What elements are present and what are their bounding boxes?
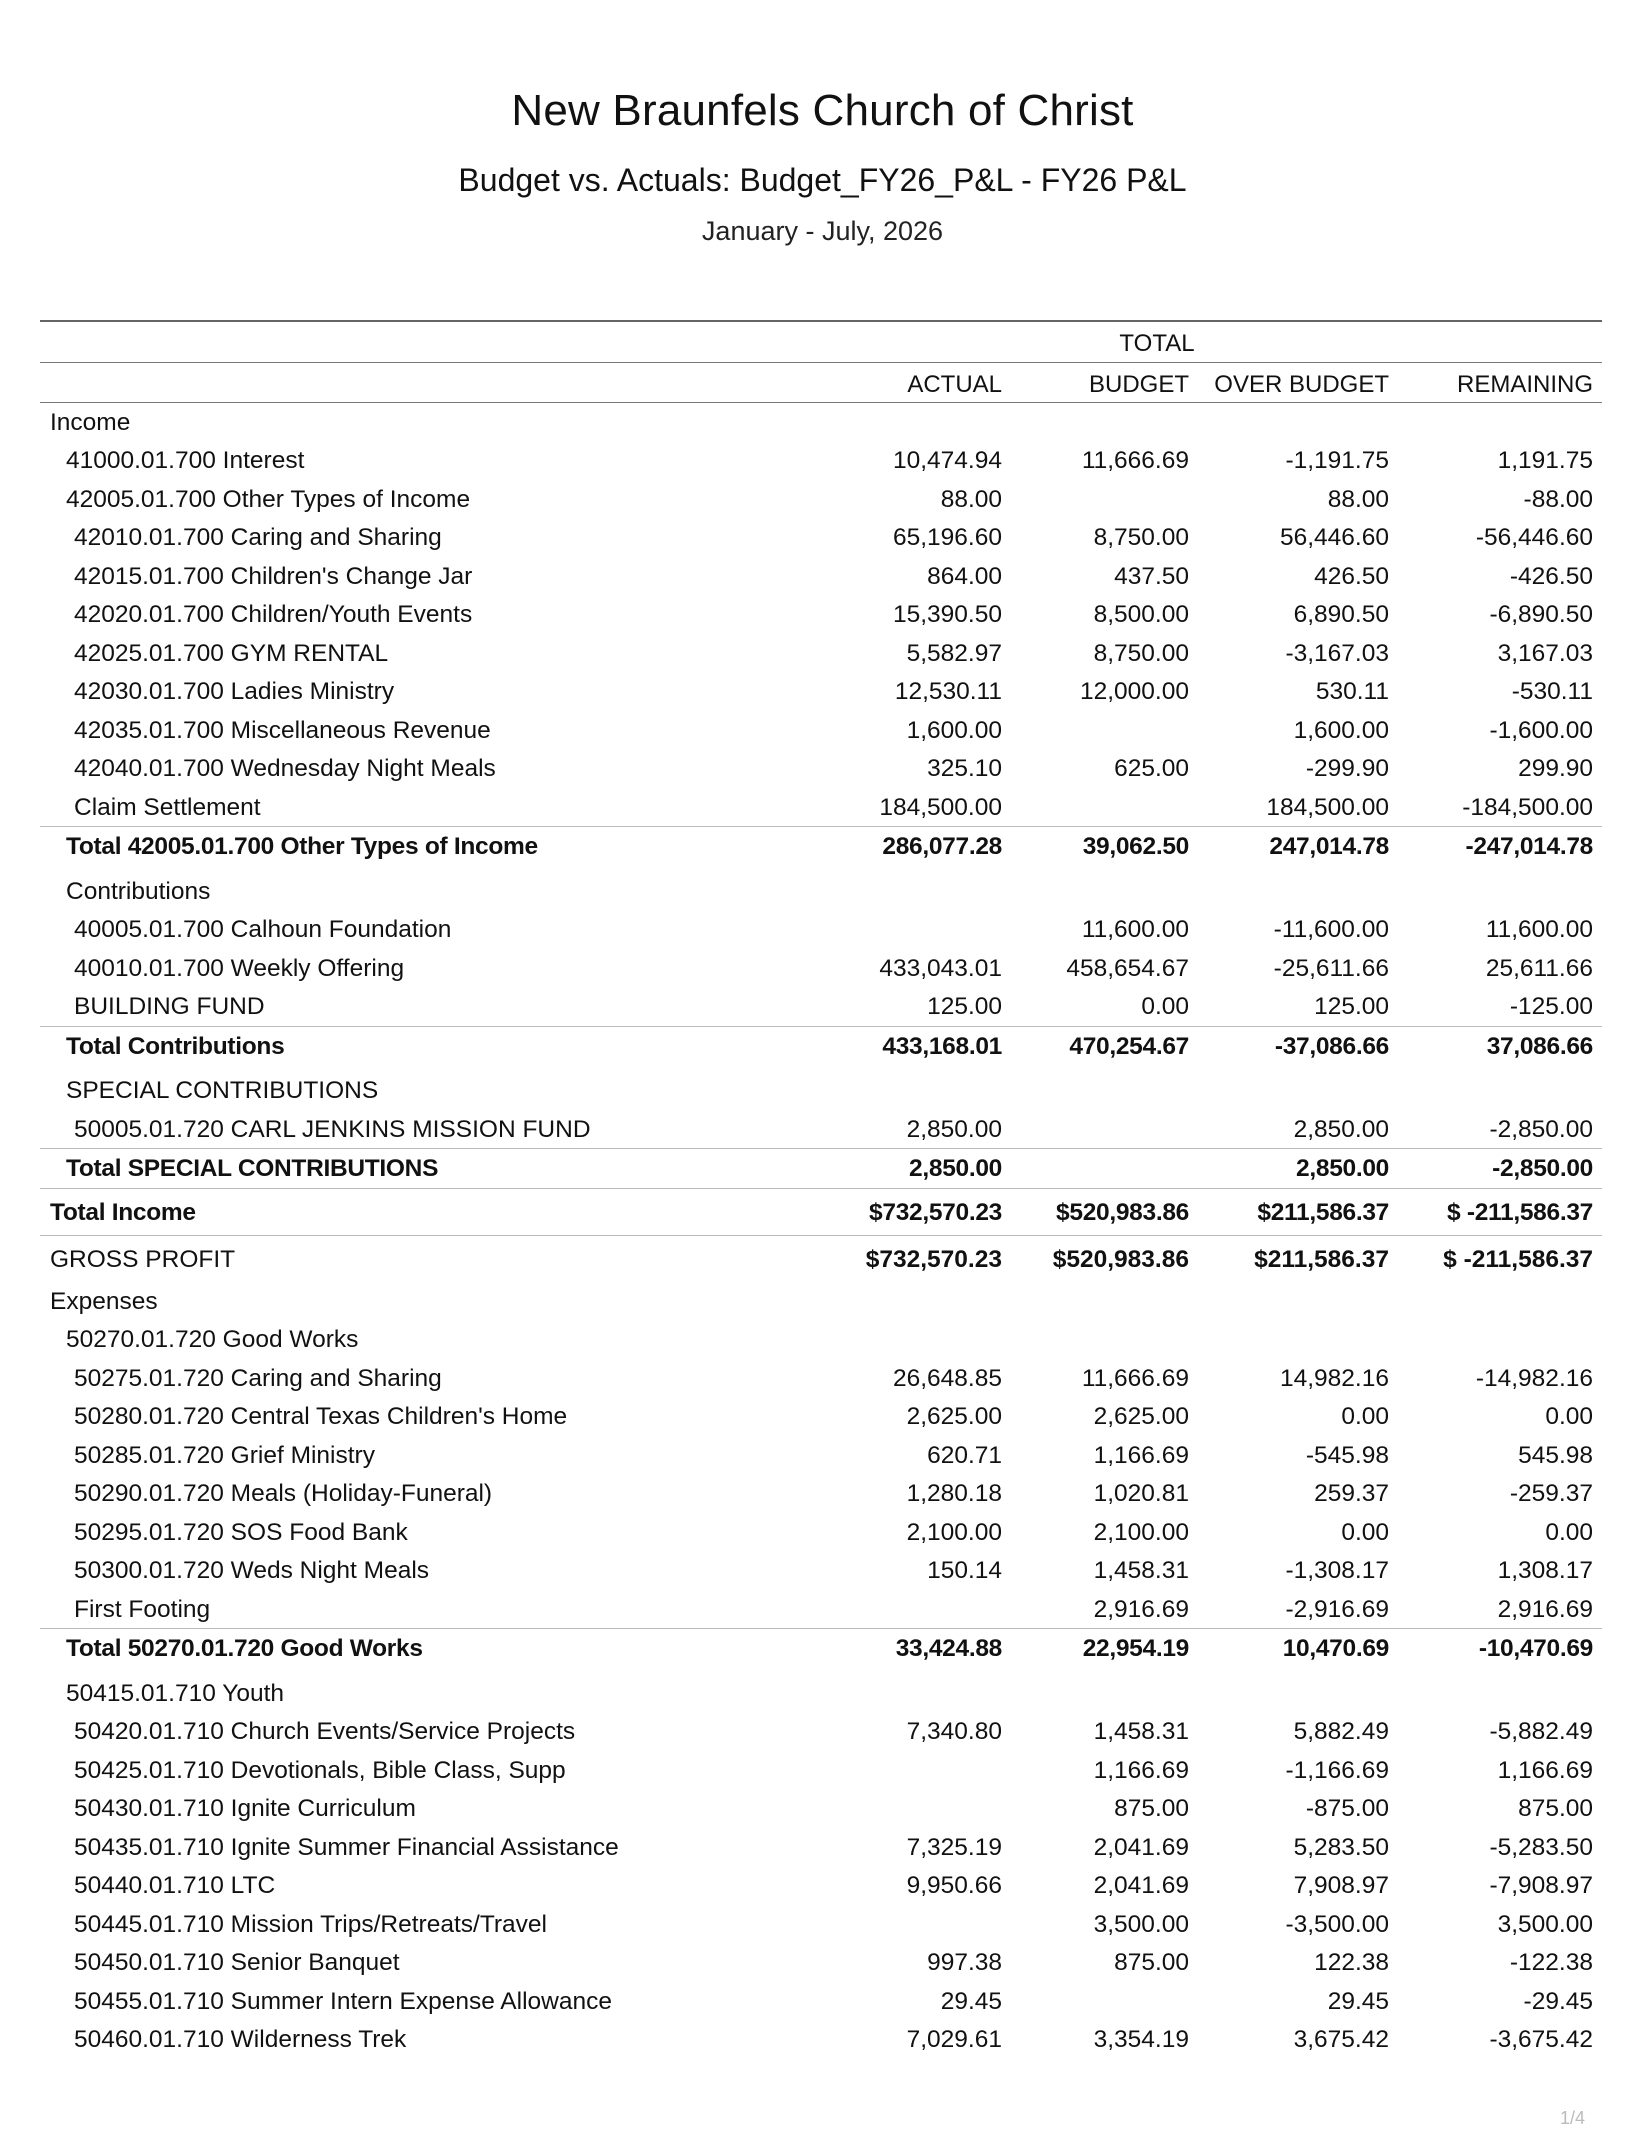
budget-cell: 3,354.19	[1093, 2026, 1189, 2053]
account-label: Claim Settlement	[74, 793, 261, 821]
remaining-cell: -88.00	[1523, 485, 1593, 513]
account-label: BUILDING FUND	[74, 993, 265, 1020]
total-row	[40, 826, 1602, 866]
remaining-cell: 0.00	[1545, 1518, 1593, 1546]
table-row	[40, 1789, 1602, 1828]
over-budget-cell: -1,166.69	[1285, 1756, 1389, 1784]
account-label: 42035.01.700 Miscellaneous Revenue	[74, 716, 491, 744]
account-label: First Footing	[74, 1595, 211, 1623]
account-label: GROSS PROFIT	[50, 1245, 236, 1273]
over-budget-cell: 2,850.00	[1293, 1115, 1389, 1143]
over-budget-cell: 5,882.49	[1293, 1718, 1389, 1745]
account-label: 50420.01.710 Church Events/Service Projects	[74, 1718, 576, 1745]
actual-cell: 433,168.01	[882, 1032, 1002, 1060]
over-budget-cell: 2,850.00	[1296, 1155, 1389, 1182]
budget-cell: 11,666.69	[1081, 1364, 1189, 1392]
table-row	[40, 987, 1602, 1026]
actual-cell: 1,600.00	[906, 716, 1002, 744]
over-budget-cell: 88.00	[1327, 485, 1389, 513]
account-label: 42020.01.700 Children/Youth Events	[74, 601, 473, 628]
over-budget-cell: -1,308.17	[1285, 1557, 1389, 1584]
account-label: Total 42005.01.700 Other Types of Income	[66, 833, 538, 860]
account-label: Total SPECIAL CONTRIBUTIONS	[66, 1155, 439, 1182]
over-budget-cell: -3,500.00	[1285, 1910, 1389, 1938]
actual-cell: 864.00	[927, 562, 1002, 590]
table-row	[40, 711, 1602, 750]
over-budget-cell: -37,086.66	[1274, 1032, 1389, 1060]
budget-cell: 2,041.69	[1093, 1872, 1189, 1899]
remaining-cell: 0.00	[1545, 1403, 1593, 1430]
budget-cell: 8,750.00	[1093, 524, 1189, 551]
account-label: 50285.01.720 Grief Ministry	[74, 1441, 375, 1469]
actual-cell: 7,340.80	[906, 1718, 1002, 1745]
col-header-remaining: REMAINING	[1456, 371, 1593, 398]
table-row	[40, 910, 1602, 949]
actual-cell: 15,390.50	[893, 601, 1002, 628]
account-label: 50300.01.720 Weds Night Meals	[74, 1557, 430, 1584]
budget-cell: 0.00	[1141, 993, 1189, 1020]
total-row	[40, 1628, 1602, 1668]
actual-cell: 33,424.88	[895, 1635, 1002, 1662]
actual-cell: 2,850.00	[909, 1155, 1002, 1182]
actual-cell: 125.00	[927, 993, 1002, 1020]
table-row	[40, 872, 1602, 911]
remaining-cell: 3,167.03	[1497, 639, 1593, 667]
col-header-budget: BUDGET	[1088, 371, 1189, 398]
table-row	[40, 2020, 1602, 2059]
remaining-cell: 3,500.00	[1497, 1910, 1593, 1938]
actual-cell: 997.38	[927, 1949, 1002, 1976]
budget-cell: 875.00	[1114, 1795, 1189, 1822]
account-label: 50005.01.720 CARL JENKINS MISSION FUND	[74, 1115, 591, 1143]
over-budget-cell: 0.00	[1341, 1518, 1389, 1546]
remaining-cell: -122.38	[1509, 1949, 1593, 1976]
table-body	[40, 403, 1602, 2059]
budget-cell: 39,062.50	[1082, 833, 1189, 860]
account-label: 50290.01.720 Meals (Holiday-Funeral)	[74, 1480, 493, 1507]
table-row	[40, 1905, 1602, 1944]
over-budget-cell: 125.00	[1314, 993, 1389, 1020]
actual-cell: 65,196.60	[893, 524, 1002, 551]
over-budget-cell: 0.00	[1341, 1403, 1389, 1430]
over-budget-cell: 122.38	[1314, 1949, 1389, 1976]
remaining-cell: -14,982.16	[1475, 1364, 1593, 1392]
budget-vs-actuals-table	[40, 320, 1602, 2059]
budget-cell: 1,458.31	[1093, 1718, 1189, 1745]
budget-cell: 12,000.00	[1080, 678, 1189, 705]
account-label: 42025.01.700 GYM RENTAL	[74, 639, 389, 667]
table-row	[40, 1320, 1602, 1359]
actual-cell: 2,850.00	[906, 1115, 1002, 1143]
budget-cell: 2,041.69	[1093, 1833, 1189, 1861]
table-row	[40, 480, 1602, 519]
remaining-cell: 875.00	[1518, 1795, 1593, 1822]
over-budget-cell: $211,586.37	[1257, 1198, 1389, 1226]
account-label: 50295.01.720 SOS Food Bank	[74, 1518, 408, 1546]
table-row	[40, 441, 1602, 480]
budget-cell: 11,666.69	[1081, 447, 1189, 474]
remaining-cell: -29.45	[1523, 1987, 1593, 2015]
budget-cell: 2,916.69	[1093, 1595, 1189, 1623]
table-row	[40, 1513, 1602, 1552]
remaining-cell: -125.00	[1509, 993, 1593, 1020]
remaining-cell: -10,470.69	[1478, 1635, 1593, 1662]
over-budget-cell: 3,675.42	[1293, 2026, 1389, 2053]
over-budget-cell: -875.00	[1305, 1795, 1389, 1822]
account-label: 42005.01.700 Other Types of Income	[66, 485, 471, 513]
table-row	[40, 1397, 1602, 1436]
remaining-cell: -184,500.00	[1462, 793, 1593, 821]
remaining-cell: -7,908.97	[1489, 1872, 1593, 1899]
account-label: 40005.01.700 Calhoun Foundation	[74, 916, 452, 943]
remaining-cell: -1,600.00	[1489, 716, 1593, 744]
actual-cell: 12,530.11	[894, 678, 1002, 705]
account-label: 40010.01.700 Weekly Offering	[74, 954, 405, 982]
column-headers	[40, 363, 1602, 403]
account-label: 50440.01.710 LTC	[74, 1872, 276, 1899]
table-row	[40, 788, 1602, 827]
account-label: 50270.01.720 Good Works	[66, 1326, 359, 1353]
remaining-cell: 2,916.69	[1497, 1595, 1593, 1623]
over-budget-cell: 530.11	[1315, 678, 1389, 705]
actual-cell: 184,500.00	[879, 793, 1002, 821]
report-period: January - July, 2026	[701, 216, 944, 246]
budget-cell: 1,020.81	[1093, 1480, 1189, 1507]
budget-cell: 437.50	[1114, 562, 1189, 590]
over-budget-cell: 5,283.50	[1293, 1833, 1389, 1861]
budget-cell: 8,750.00	[1093, 639, 1189, 667]
table-row	[40, 749, 1602, 788]
over-budget-cell: -11,600.00	[1273, 916, 1389, 943]
table-row	[40, 949, 1602, 988]
actual-cell: 286,077.28	[882, 833, 1002, 860]
over-budget-cell: 6,890.50	[1293, 601, 1389, 628]
remaining-cell: $ -211,586.37	[1443, 1245, 1593, 1273]
actual-cell: 29.45	[940, 1987, 1002, 2015]
remaining-cell: -426.50	[1509, 562, 1593, 590]
over-budget-cell: 259.37	[1314, 1480, 1389, 1507]
remaining-cell: 37,086.66	[1486, 1032, 1593, 1060]
total-row	[40, 1148, 1602, 1188]
actual-cell: 26,648.85	[893, 1364, 1002, 1392]
table-row	[40, 1982, 1602, 2021]
actual-cell: 9,950.66	[906, 1872, 1002, 1899]
account-label: 50455.01.710 Summer Intern Expense Allowance	[74, 1987, 612, 2015]
actual-cell: 7,029.61	[906, 2026, 1002, 2053]
table-row	[40, 1866, 1602, 1905]
remaining-cell: 299.90	[1518, 755, 1593, 782]
remaining-cell: -2,850.00	[1489, 1115, 1593, 1143]
actual-cell: 1,280.18	[906, 1480, 1002, 1507]
table-row	[40, 1674, 1602, 1713]
budget-cell: 625.00	[1114, 755, 1189, 782]
table-row	[40, 403, 1602, 442]
account-label: 41000.01.700 Interest	[66, 447, 305, 474]
over-budget-cell: 14,982.16	[1280, 1364, 1389, 1392]
remaining-cell: 1,191.75	[1497, 447, 1593, 474]
over-budget-cell: 247,014.78	[1269, 833, 1389, 860]
actual-cell: 88.00	[940, 485, 1002, 513]
remaining-cell: -5,882.49	[1489, 1718, 1593, 1745]
remaining-cell: 25,611.66	[1485, 954, 1593, 982]
budget-cell: $520,983.86	[1056, 1198, 1189, 1226]
total-row	[40, 1188, 1602, 1235]
account-label: 42030.01.700 Ladies Ministry	[74, 678, 395, 705]
budget-cell: 22,954.19	[1082, 1635, 1189, 1662]
remaining-cell: -5,283.50	[1489, 1833, 1593, 1861]
actual-cell: 2,625.00	[906, 1403, 1002, 1430]
budget-cell: 1,458.31	[1093, 1557, 1189, 1584]
account-label: Total Contributions	[66, 1032, 285, 1060]
remaining-cell: 1,308.17	[1497, 1557, 1593, 1584]
budget-cell: 875.00	[1114, 1949, 1189, 1976]
account-label: 50275.01.720 Caring and Sharing	[74, 1364, 442, 1392]
actual-cell: $732,570.23	[869, 1198, 1002, 1226]
account-label: 50450.01.710 Senior Banquet	[74, 1949, 400, 1976]
over-budget-cell: 29.45	[1327, 1987, 1389, 2015]
table-row	[40, 518, 1602, 557]
budget-cell: 1,166.69	[1093, 1756, 1189, 1784]
remaining-cell: -6,890.50	[1489, 601, 1593, 628]
actual-cell: 150.14	[927, 1557, 1002, 1584]
over-budget-cell: 184,500.00	[1266, 793, 1389, 821]
budget-cell: 2,100.00	[1093, 1518, 1189, 1546]
account-label: 50280.01.720 Central Texas Children's Home	[74, 1403, 568, 1430]
remaining-cell: -3,675.42	[1489, 2026, 1593, 2053]
company-name: New Braunfels Church of Christ	[511, 86, 1134, 135]
over-budget-cell: -299.90	[1305, 755, 1389, 782]
group-header-total: TOTAL	[1119, 330, 1195, 357]
account-label: Contributions	[66, 877, 211, 905]
total-row	[40, 1026, 1602, 1066]
table-row	[40, 634, 1602, 673]
account-label: 50445.01.710 Mission Trips/Retreats/Travel	[74, 1910, 547, 1938]
actual-cell: 10,474.94	[893, 447, 1002, 474]
account-label: Total 50270.01.720 Good Works	[66, 1635, 423, 1662]
table-row	[40, 1235, 1602, 1282]
over-budget-cell: -3,167.03	[1285, 639, 1389, 667]
col-header-actual: ACTUAL	[907, 371, 1002, 398]
table-row	[40, 1071, 1602, 1110]
remaining-cell: -530.11	[1511, 678, 1593, 705]
report-title: Budget vs. Actuals: Budget_FY26_P&L - FY26 P&L	[458, 162, 1187, 198]
remaining-cell: -259.37	[1509, 1480, 1593, 1507]
table-row	[40, 1943, 1602, 1982]
table-row	[40, 1551, 1602, 1590]
account-label: 42010.01.700 Caring and Sharing	[74, 524, 442, 551]
col-header-over-budget: OVER BUDGET	[1214, 371, 1389, 398]
table-row	[40, 1359, 1602, 1398]
budget-cell: 3,500.00	[1093, 1910, 1189, 1938]
table-row	[40, 1751, 1602, 1790]
table-row	[40, 1828, 1602, 1867]
remaining-cell: -56,446.60	[1475, 524, 1593, 551]
actual-cell: 325.10	[927, 755, 1002, 782]
table-row	[40, 595, 1602, 634]
over-budget-cell: 1,600.00	[1293, 716, 1389, 744]
table-row	[40, 1590, 1602, 1629]
over-budget-cell: -2,916.69	[1285, 1595, 1389, 1623]
budget-cell: 11,600.00	[1081, 916, 1189, 943]
over-budget-cell: 7,908.97	[1293, 1872, 1389, 1899]
table-row	[40, 672, 1602, 711]
over-budget-cell: -25,611.66	[1273, 954, 1389, 982]
remaining-cell: 1,166.69	[1497, 1756, 1593, 1784]
budget-cell: 470,254.67	[1069, 1032, 1189, 1060]
budget-cell: 8,500.00	[1093, 601, 1189, 628]
remaining-cell: 11,600.00	[1485, 916, 1593, 943]
actual-cell: 2,100.00	[906, 1518, 1002, 1546]
remaining-cell: $ -211,586.37	[1447, 1198, 1593, 1226]
account-label: Income	[50, 408, 131, 436]
table-row	[40, 557, 1602, 596]
account-label: Total Income	[50, 1198, 196, 1226]
table-row	[40, 1436, 1602, 1475]
budget-cell: 1,166.69	[1093, 1441, 1189, 1469]
over-budget-cell: 426.50	[1314, 562, 1389, 590]
account-label: 50460.01.710 Wilderness Trek	[74, 2026, 407, 2053]
account-label: 50415.01.710 Youth	[66, 1679, 285, 1707]
actual-cell: 5,582.97	[906, 639, 1002, 667]
table-row	[40, 1282, 1602, 1321]
over-budget-cell: $211,586.37	[1254, 1245, 1389, 1273]
account-label: 42040.01.700 Wednesday Night Meals	[74, 755, 496, 782]
account-label: 50430.01.710 Ignite Curriculum	[74, 1795, 416, 1822]
column-group-header	[40, 322, 1602, 363]
over-budget-cell: -1,191.75	[1285, 447, 1389, 474]
remaining-cell: 545.98	[1518, 1441, 1593, 1469]
remaining-cell: -247,014.78	[1465, 833, 1593, 860]
page-number: 1/4	[1559, 2108, 1585, 2128]
over-budget-cell: 10,470.69	[1282, 1635, 1389, 1662]
table-row	[40, 1712, 1602, 1751]
account-label: 50435.01.710 Ignite Summer Financial Assistance	[74, 1833, 619, 1861]
actual-cell: 7,325.19	[906, 1833, 1002, 1861]
actual-cell: 620.71	[927, 1441, 1002, 1469]
table-row	[40, 1474, 1602, 1513]
budget-cell: $520,983.86	[1052, 1245, 1189, 1273]
remaining-cell: -2,850.00	[1492, 1155, 1593, 1182]
over-budget-cell: -545.98	[1305, 1441, 1389, 1469]
budget-cell: 458,654.67	[1066, 954, 1189, 982]
actual-cell: 433,043.01	[879, 954, 1002, 982]
budget-cell: 2,625.00	[1093, 1403, 1189, 1430]
account-label: 50425.01.710 Devotionals, Bible Class, Supp	[74, 1756, 566, 1784]
account-label: SPECIAL CONTRIBUTIONS	[66, 1077, 379, 1104]
table-row	[40, 1110, 1602, 1149]
actual-cell: $732,570.23	[865, 1245, 1002, 1273]
account-label: Expenses	[50, 1287, 158, 1315]
account-label: 42015.01.700 Children's Change Jar	[74, 562, 473, 590]
over-budget-cell: 56,446.60	[1280, 524, 1389, 551]
